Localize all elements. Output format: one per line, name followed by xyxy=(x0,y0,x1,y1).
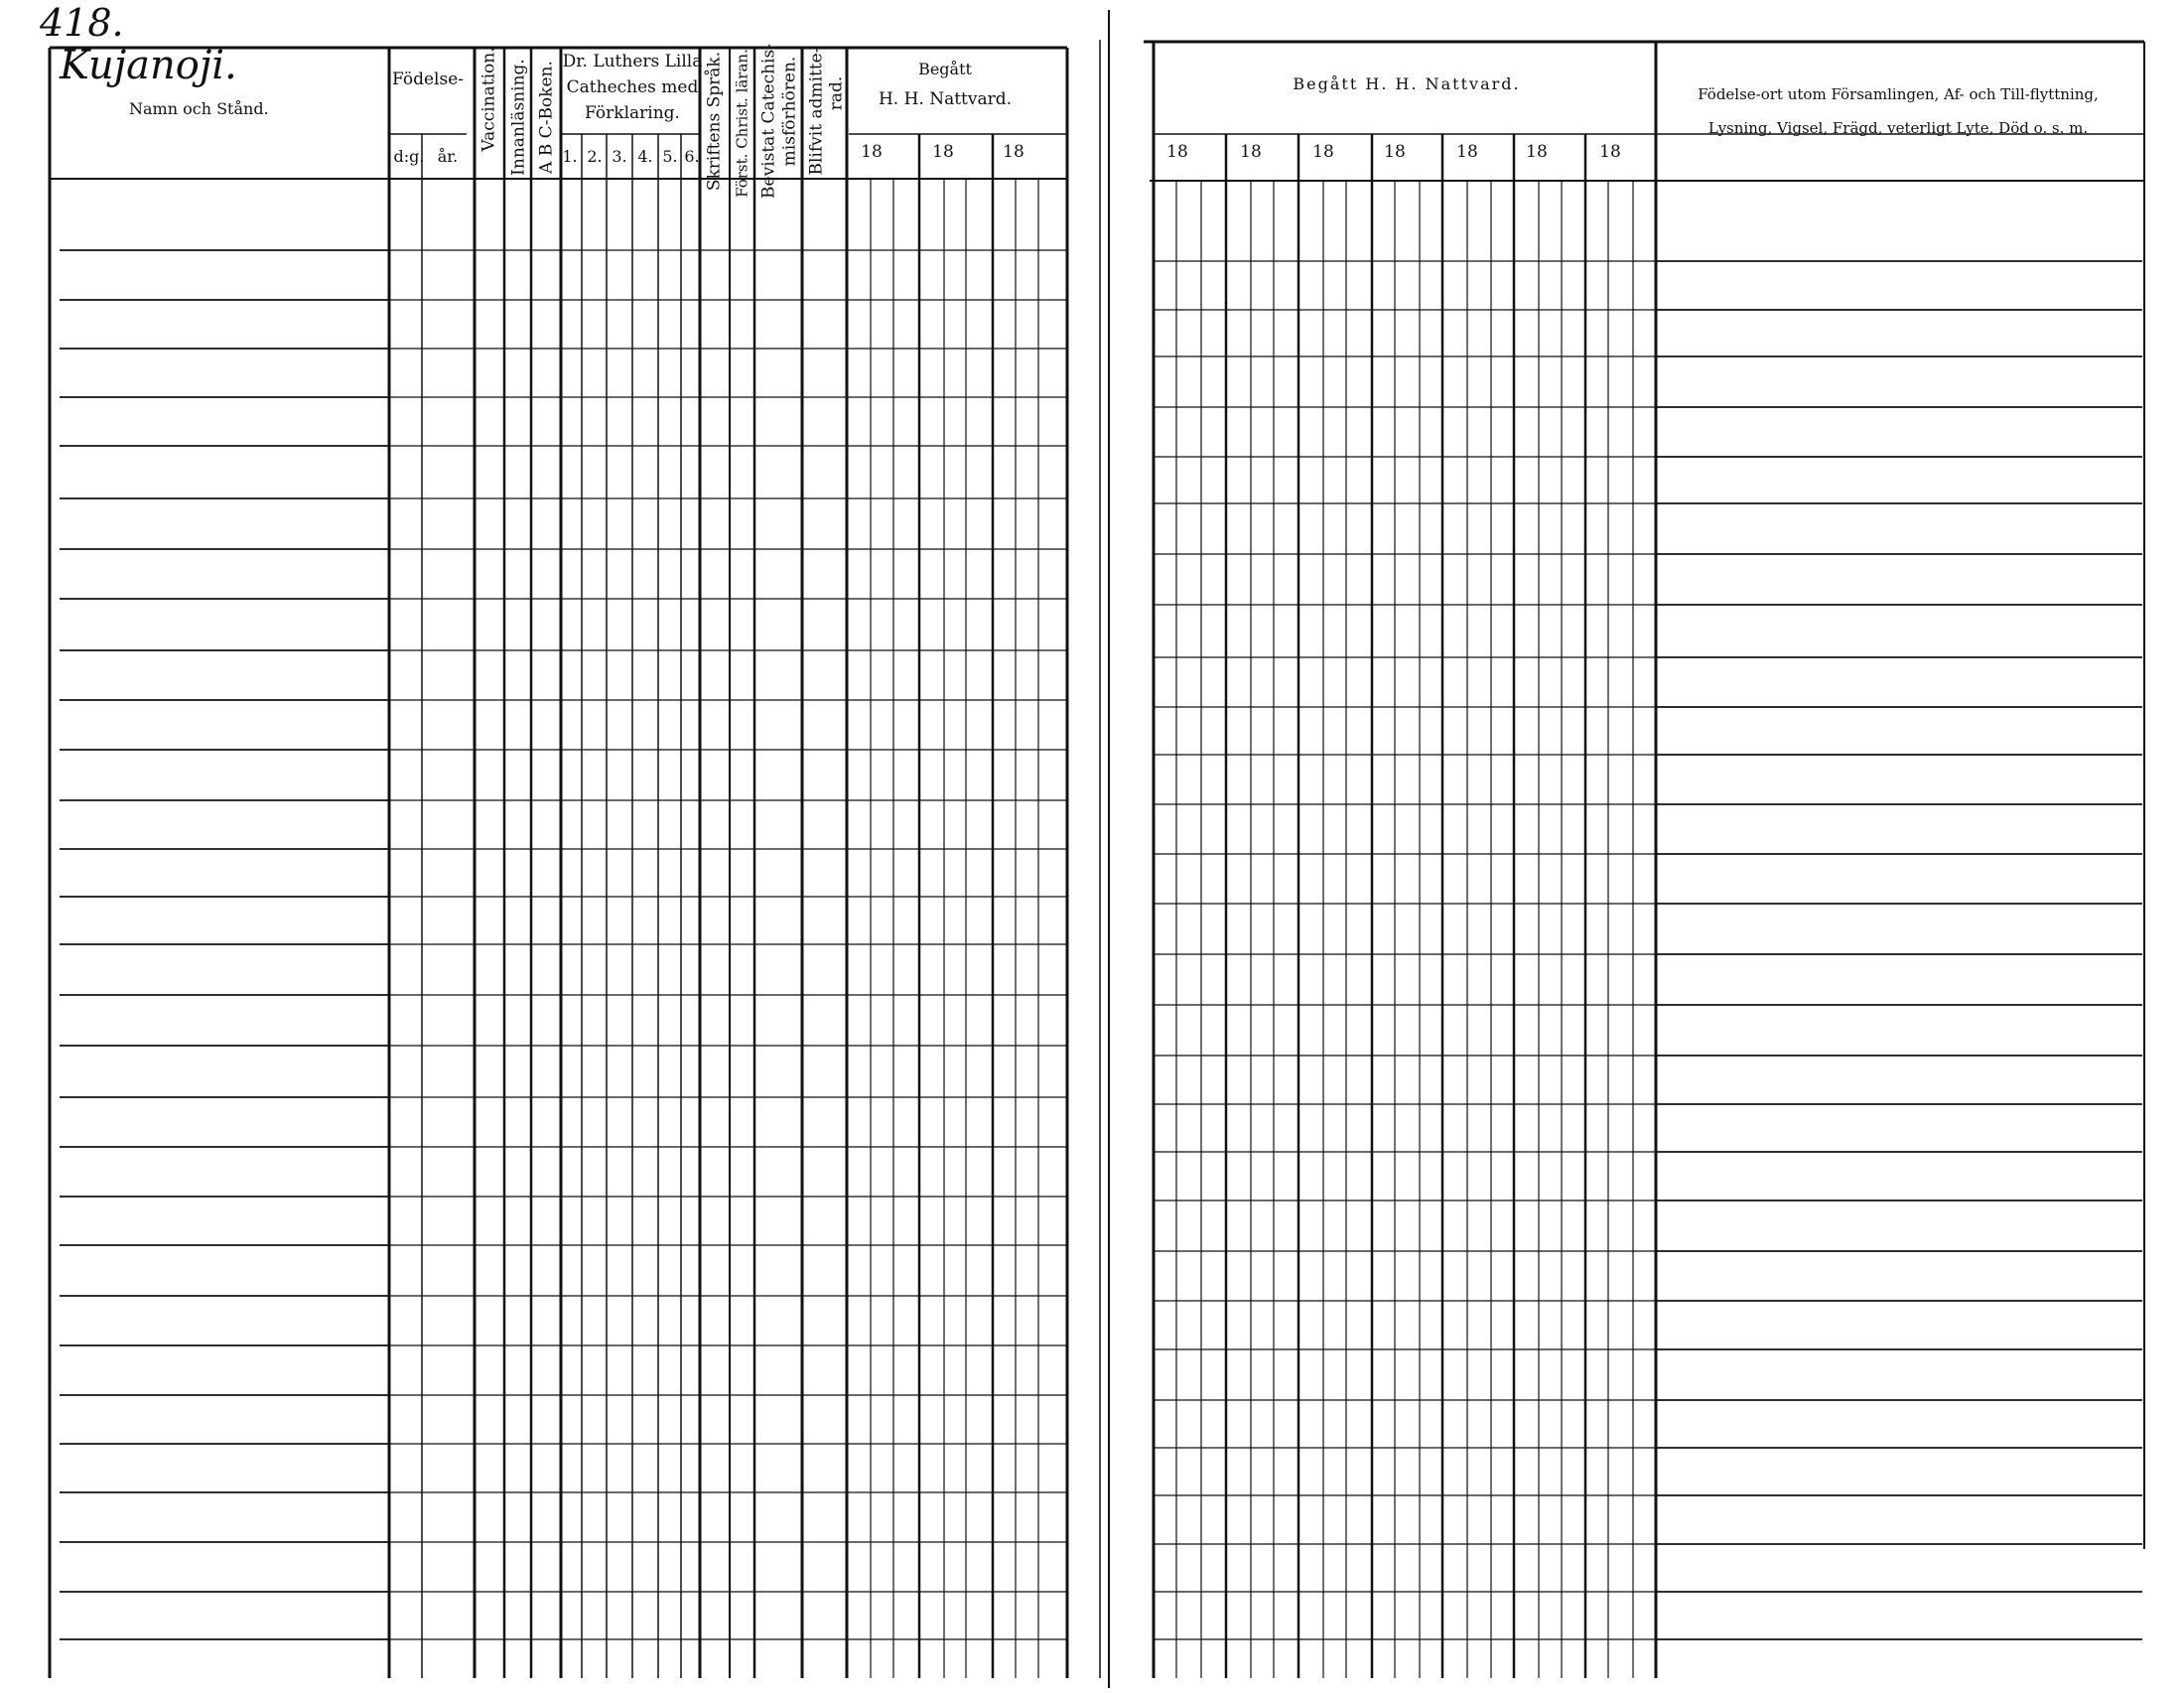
year-right-1: 18 xyxy=(1166,142,1188,162)
catechism-num-6: 6. xyxy=(684,147,700,166)
forst-christ-laran-header: Först. Christ. läran. xyxy=(733,49,751,198)
year-left-3: 18 xyxy=(1003,142,1024,162)
year-left-2: 18 xyxy=(932,142,954,162)
handwritten-village-name: Kujanoji. xyxy=(60,43,237,88)
fodelse-dag-header: d:g. xyxy=(393,147,425,166)
catechism-header-line2: Catheches med xyxy=(566,77,699,97)
page-number: 418. xyxy=(40,1,124,45)
begatt-left-line1: Begått xyxy=(918,60,972,78)
begatt-left-line2: H. H. Nattvard. xyxy=(878,89,1013,109)
catechism-num-3: 3. xyxy=(612,147,627,166)
catechism-num-1: 1. xyxy=(562,147,578,166)
year-right-3: 18 xyxy=(1312,142,1334,162)
year-right-2: 18 xyxy=(1240,142,1262,162)
fodelse-ar-header: år. xyxy=(437,147,459,166)
remarks-header-line2: Lysning, Vigsel, Frägd, veterligt Lyte, Död o. s. m. xyxy=(1707,119,2089,137)
vaccination-header: Vaccination. xyxy=(478,47,499,152)
year-right-4: 18 xyxy=(1384,142,1406,162)
year-right-7: 18 xyxy=(1599,142,1621,162)
innanlasning-header: Innanläsning. xyxy=(508,59,529,176)
fodelse-header: Födelse- xyxy=(391,70,465,89)
skriftens-sprak-header: Skriftens Språk. xyxy=(704,51,725,192)
year-right-5: 18 xyxy=(1456,142,1478,162)
catechism-header-line1: Dr. Luthers Lilla xyxy=(562,52,703,71)
abc-boken-header: A B C-Boken. xyxy=(536,61,557,174)
catechism-header-line3: Förklaring. xyxy=(585,103,680,123)
catechism-num-4: 4. xyxy=(637,147,653,166)
blifvit-header-line1: Blifvit admitte- xyxy=(806,47,827,176)
bevistat-header-line1: Bevistat Catechis- xyxy=(758,44,779,199)
remarks-header-line1: Födelse-ort utom Församlingen, Af- och Till-flyttning, xyxy=(1698,85,2099,103)
name-column-header: Namn och Stånd. xyxy=(129,99,269,118)
year-right-6: 18 xyxy=(1526,142,1548,162)
begatt-right-header: Begått H. H. Nattvard. xyxy=(1293,74,1521,93)
catechism-num-2: 2. xyxy=(587,147,603,166)
bevistat-header-line2: misförhören. xyxy=(779,56,800,167)
catechism-num-5: 5. xyxy=(662,147,678,166)
blifvit-header-line2: rad. xyxy=(826,75,847,111)
year-left-1: 18 xyxy=(861,142,883,162)
